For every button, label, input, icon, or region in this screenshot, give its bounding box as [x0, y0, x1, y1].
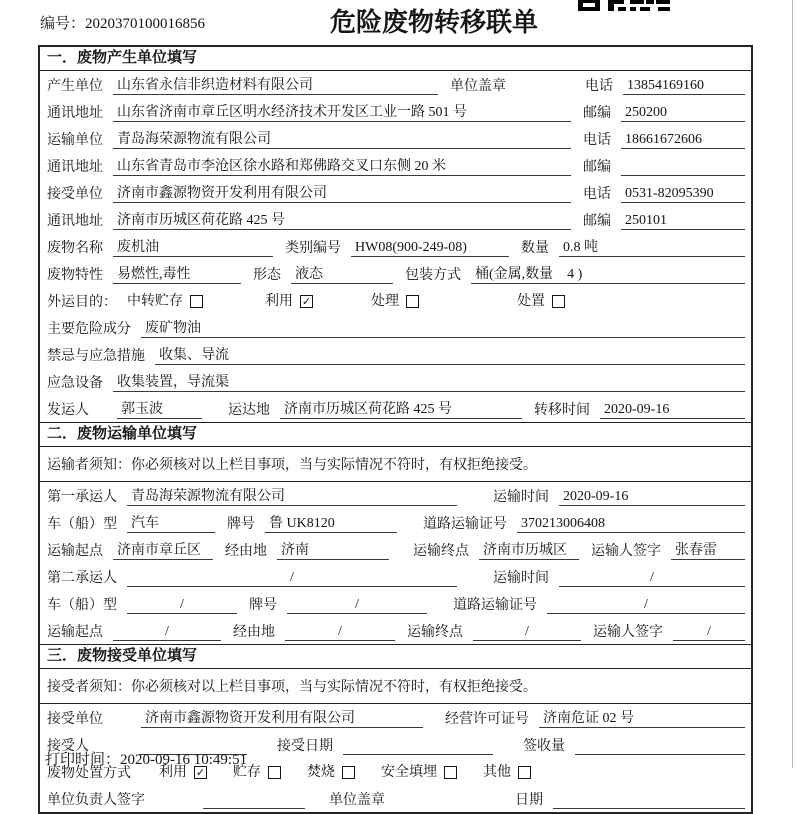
field-value: 鲁 UK8120: [265, 515, 397, 533]
section-3: [40, 644, 751, 812]
checkbox-unchecked-icon: [342, 766, 355, 779]
field-label: 邮编: [583, 106, 611, 121]
field-value: 0.8 吨: [559, 239, 745, 257]
checkbox-label: 贮存: [233, 765, 261, 780]
field-label: 运输时间: [493, 571, 549, 586]
section-2: [40, 422, 751, 644]
field-value: /: [287, 596, 427, 614]
checkbox-group: [517, 293, 565, 310]
field-label: 车（船）型: [47, 598, 117, 613]
form-row: [40, 590, 751, 617]
field-value: /: [547, 596, 745, 614]
field-value: 13854169160: [623, 77, 745, 95]
spacer: [409, 532, 423, 533]
field-label: 废物处置方式: [47, 766, 131, 781]
checkbox-label: 处理: [371, 294, 399, 309]
print-time-value: 2020-09-16 10:49:51: [120, 752, 248, 768]
checkbox-label: 焚烧: [307, 765, 335, 780]
field-value-blank: [203, 792, 305, 809]
field-value: 济南市历城区荷花路 425 号: [280, 401, 522, 419]
field-value: 山东省济南市章丘区明水经济技术开发区工业一路 501 号: [113, 104, 571, 122]
field-label: 车（船）型: [47, 517, 117, 532]
field-value: 废矿物油: [141, 320, 745, 338]
field-label: 发运人: [47, 403, 89, 418]
field-value: 易燃性,毒性: [113, 266, 241, 284]
spacer: [259, 754, 277, 755]
field-label: 接受人: [47, 739, 89, 754]
field-value: 250101: [621, 212, 745, 230]
spacer: [214, 418, 228, 419]
form-row: [40, 509, 751, 536]
form-table: [38, 45, 753, 814]
section-1: [40, 47, 751, 422]
field-value: 济南: [277, 542, 389, 560]
field-value: /: [127, 596, 237, 614]
field-value: 汽车: [127, 515, 215, 533]
field-value: 液态: [291, 266, 393, 284]
section-header: 一．废物产生单位填写: [40, 47, 751, 71]
checkbox-unchecked-icon: [552, 295, 565, 308]
field-value: /: [113, 623, 221, 641]
form-row: [40, 482, 751, 509]
checkbox-checked-icon: ✓: [195, 765, 206, 779]
checkbox-label: 其他: [483, 765, 511, 780]
field-label: 包装方式: [405, 268, 461, 283]
field-label: 电话: [585, 79, 613, 94]
notice-text: 接受者须知：你必须核对以上栏目事项，当与实际情况不符时，有权拒绝接受。: [40, 669, 751, 704]
field-value: 18661672606: [621, 131, 745, 149]
serial-number: [40, 12, 205, 33]
field-label: 签收量: [523, 739, 565, 754]
document-header: [0, 0, 796, 45]
field-value-blank: [621, 159, 745, 176]
section-header: 二．废物运输单位填写: [40, 423, 751, 447]
checkbox-label: 利用: [265, 294, 293, 309]
field-label: 单位负责人签字: [47, 793, 145, 808]
field-label: 数量: [521, 241, 549, 256]
field-label: 应急设备: [47, 376, 103, 391]
field-value: 青岛海荣源物流有限公司: [113, 131, 571, 149]
field-value-blank: [553, 792, 745, 809]
field-value: /: [127, 569, 457, 587]
spacer: [395, 808, 515, 809]
field-label: 邮编: [583, 160, 611, 175]
form-row: [40, 341, 751, 368]
field-value-blank: [343, 738, 493, 755]
field-value: 济南市历城区荷花路 425 号: [113, 212, 571, 230]
serial-label: 编号：: [40, 16, 86, 32]
field-value: 桶(金属,数量 4 ): [471, 266, 745, 284]
form-row: [40, 314, 751, 341]
field-label: 第一承运人: [47, 490, 117, 505]
field-value: 张春雷: [671, 542, 745, 560]
field-label: 牌号: [227, 517, 255, 532]
field-value: 250200: [621, 104, 745, 122]
spacer: [317, 808, 329, 809]
spacer: [419, 310, 517, 311]
field-label: 类别编号: [285, 241, 341, 256]
field-label: 道路运输证号: [453, 598, 537, 613]
spacer: [203, 310, 265, 311]
section-header: 三．废物接受单位填写: [40, 645, 751, 669]
field-label: 经营许可证号: [445, 712, 529, 727]
field-value: 2020-09-16: [600, 401, 745, 419]
field-value: 济南市历城区: [479, 542, 579, 560]
form-row: [40, 98, 751, 125]
form-row: [40, 71, 751, 98]
field-label: 电话: [583, 187, 611, 202]
field-value: 济南市章丘区: [113, 542, 213, 560]
field-value: 济南危证 02 号: [539, 710, 745, 728]
field-label: 运达地: [228, 403, 270, 418]
spacer: [99, 418, 117, 419]
serial-value: 2020370100016856: [85, 16, 206, 32]
field-label: 第二承运人: [47, 571, 117, 586]
spacer: [141, 781, 159, 782]
field-label: 日期: [515, 793, 543, 808]
checkbox-group: [381, 764, 457, 781]
field-label: 通讯地址: [47, 106, 103, 121]
field-value: 济南市鑫源物资开发利用有限公司: [141, 710, 423, 728]
checkbox-unchecked-icon: [268, 766, 281, 779]
field-value: 2020-09-16: [559, 488, 745, 506]
form-row: [40, 536, 751, 563]
form-row: [40, 395, 751, 422]
spacer: [355, 781, 381, 782]
spacer: [457, 781, 483, 782]
field-label: 运输起点: [47, 625, 103, 640]
form-row: [40, 785, 751, 812]
checkbox-group: [307, 764, 355, 781]
field-label: 运输人签字: [593, 625, 663, 640]
checkbox-unchecked-icon: [444, 766, 457, 779]
field-label: 接受单位: [47, 712, 103, 727]
spacer: [435, 727, 445, 728]
spacer: [439, 613, 453, 614]
field-label: 邮编: [583, 214, 611, 229]
form-row: [40, 617, 751, 644]
field-value: 青岛海荣源物流有限公司: [127, 488, 457, 506]
field-label: 废物名称: [47, 241, 103, 256]
print-time-label: 打印时间：: [45, 752, 121, 768]
field-label: 经由地: [225, 544, 267, 559]
field-value: 370213006408: [517, 515, 745, 533]
checkbox-unchecked-icon: [406, 295, 419, 308]
form-row: [40, 152, 751, 179]
field-value: /: [559, 569, 745, 587]
spacer: [469, 586, 493, 587]
spacer: [281, 781, 307, 782]
checkbox-label: 中转贮存: [127, 294, 183, 309]
field-value: 济南市鑫源物资开发利用有限公司: [113, 185, 571, 203]
field-label: 转移时间: [534, 403, 590, 418]
notice-text: 运输者须知：你必须核对以上栏目事项，当与实际情况不符时，有权拒绝接受。: [40, 447, 751, 482]
spacer: [505, 754, 523, 755]
field-label: 运输起点: [47, 544, 103, 559]
form-row: [40, 704, 751, 731]
qr-code-icon: [578, 0, 670, 11]
field-value: 郭玉波: [117, 401, 202, 419]
field-label: 运输终点: [407, 625, 463, 640]
form-row: [40, 125, 751, 152]
checkbox-group: [127, 293, 203, 310]
field-label: 单位盖章: [329, 793, 385, 808]
form-row: [40, 287, 751, 314]
field-label: 运输单位: [47, 133, 103, 148]
field-label: 单位盖章: [450, 79, 506, 94]
field-label: 经由地: [233, 625, 275, 640]
form-row: [40, 563, 751, 590]
checkbox-checked-icon: ✓: [301, 294, 312, 308]
field-label: 牌号: [249, 598, 277, 613]
field-value: 0531-82095390: [621, 185, 745, 203]
field-label: 运输终点: [413, 544, 469, 559]
spacer: [469, 505, 493, 506]
field-value: 收集、导流: [155, 347, 745, 365]
spacer: [155, 808, 203, 809]
field-value: 山东省永信非织造材料有限公司: [113, 77, 438, 95]
field-label: 产生单位: [47, 79, 103, 94]
form-row: [40, 233, 751, 260]
checkbox-unchecked-icon: [190, 295, 203, 308]
field-label: 运输时间: [493, 490, 549, 505]
field-label: 主要危险成分: [47, 322, 131, 337]
field-label: 接受日期: [277, 739, 333, 754]
field-label: 道路运输证号: [423, 517, 507, 532]
spacer: [401, 559, 413, 560]
field-label: 废物特性: [47, 268, 103, 283]
field-label: 通讯地址: [47, 160, 103, 175]
checkbox-unchecked-icon: [518, 766, 531, 779]
checkbox-group: [371, 293, 419, 310]
checkbox-group: [483, 764, 531, 781]
checkbox-group: [265, 293, 313, 310]
form-row: [40, 179, 751, 206]
field-label: 禁忌与应急措施: [47, 349, 145, 364]
field-value: /: [473, 623, 581, 641]
spacer: [207, 781, 233, 782]
form-row: [40, 260, 751, 287]
field-value: 山东省青岛市李沧区徐水路和郑佛路交叉口东侧 20 米: [113, 158, 571, 176]
field-label: 外运目的：: [47, 295, 117, 310]
field-value: 废机油: [113, 239, 273, 257]
print-time: [45, 748, 247, 769]
checkbox-label: 安全填埋: [381, 765, 437, 780]
spacer: [113, 727, 141, 728]
page-edge-line: [792, 0, 793, 768]
form-row: [40, 368, 751, 395]
field-value: /: [285, 623, 395, 641]
field-label: 接受单位: [47, 187, 103, 202]
checkbox-label: 处置: [517, 294, 545, 309]
field-label: 电话: [583, 133, 611, 148]
field-value: 收集装置，导流渠: [113, 374, 745, 392]
field-label: 运输人签字: [591, 544, 661, 559]
field-value-blank: [575, 738, 745, 755]
field-label: 形态: [253, 268, 281, 283]
form-row: [40, 206, 751, 233]
spacer: [313, 310, 371, 311]
field-value: HW08(900-249-08): [351, 239, 509, 257]
field-label: 通讯地址: [47, 214, 103, 229]
field-value: /: [673, 623, 745, 641]
checkbox-label: 利用: [159, 765, 187, 780]
page-title: 危险废物转移联单: [330, 8, 539, 37]
